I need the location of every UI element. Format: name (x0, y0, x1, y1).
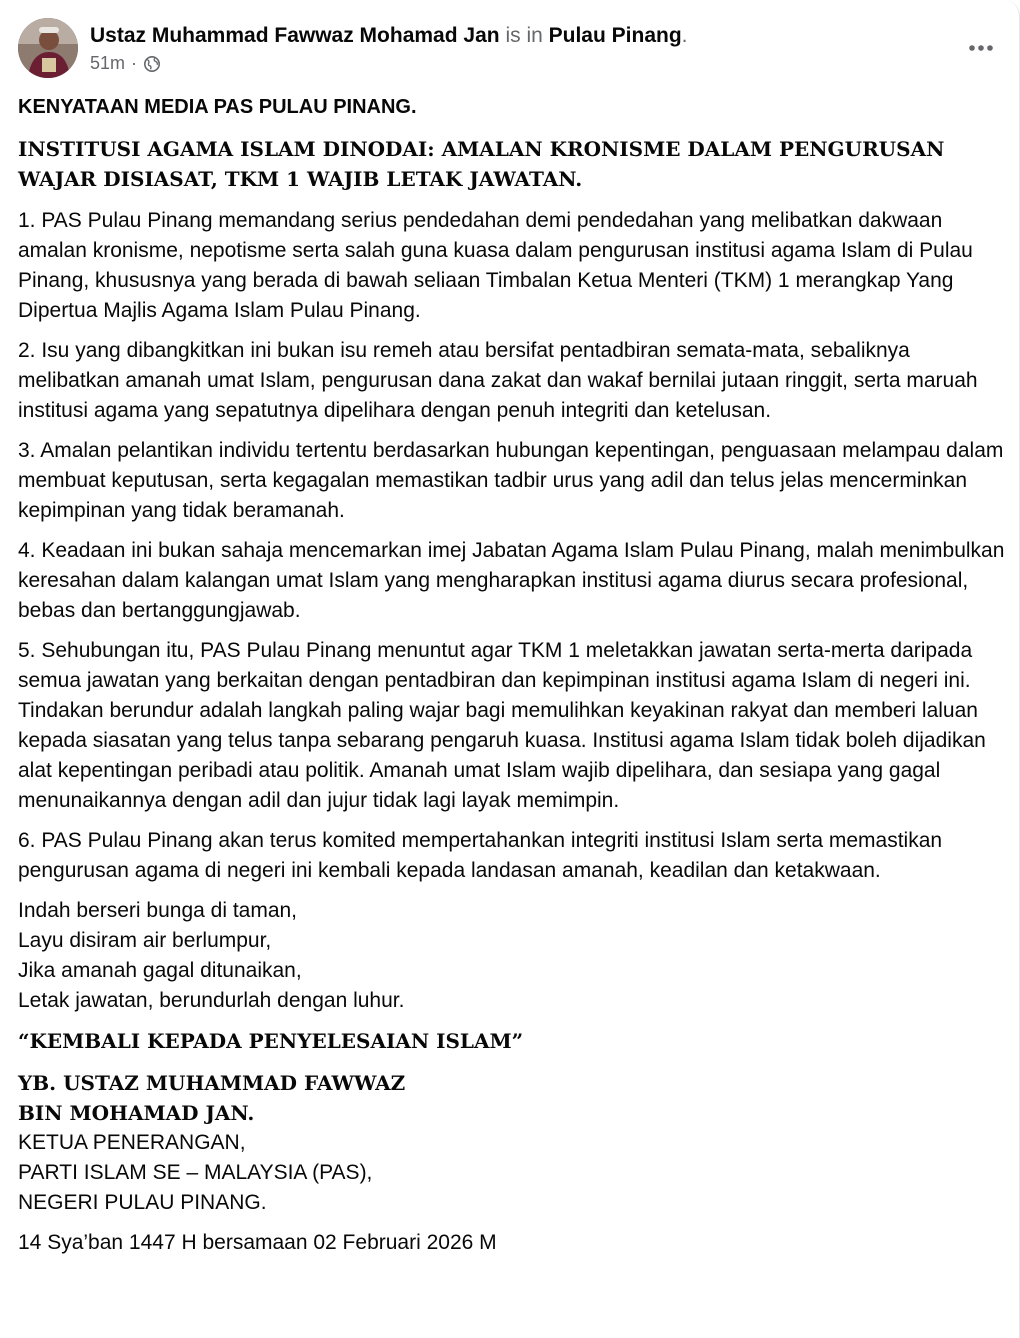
verse-line: Jika amanah gagal ditunaikan, (18, 959, 302, 982)
location-connector: is in (505, 24, 543, 47)
press-release-heading: KENYATAAN MEDIA PAS PULAU PINANG. (18, 96, 417, 118)
paragraph: 4. Keadaan ini bukan sahaja mencemarkan imej Jabatan Agama Islam Pulau Pinang, malah menimbulkan keresahan dalam kalangan umat Islam yang mengharapkan institusi agama diurus secara profesional, bebas dan bertanggungjawab. (18, 539, 1005, 622)
location-link[interactable]: Pulau Pinang (548, 24, 682, 47)
signatory-role: KETUA PENERANGAN, (18, 1131, 246, 1154)
post-timestamp[interactable]: 51m (90, 53, 126, 73)
verse-line: Layu disiram air berlumpur, (18, 929, 272, 952)
post-meta (90, 22, 688, 74)
paragraph: 3. Amalan pelantikan individu tertentu berdasarkan hubungan kepentingan, penguasaan melampau dalam membuat keputusan, serta kegagalan memastikan tadbir urus yang adil dan telus jelas mencerminkan kepimpinan yang tidak beramanah. (18, 439, 1004, 522)
signatory-state: NEGERI PULAU PINANG. (18, 1191, 267, 1214)
statement-title-line: INSTITUSI AGAMA ISLAM DINODAI: AMALAN KRONISME DALAM PENGURUSAN (18, 137, 945, 161)
paragraph: 2. Isu yang dibangkitkan ini bukan isu remeh atau bersifat pentadbiran semata-mata, sebaliknya melibatkan amanah umat Islam, pengurusan dana zakat dan wakaf bernilai jutaan ringgit, serta maruah institusi agama yang sepatutnya dipelihara dengan penuh integriti dan ketelusan. (18, 339, 978, 422)
avatar-image (18, 18, 78, 78)
post-header (18, 18, 1001, 82)
author-line (90, 22, 688, 50)
statement-title-line: WAJAR DISIASAT, TKM 1 WAJIB LETAK JAWATAN. (18, 167, 583, 191)
author-line-period: . (681, 24, 688, 47)
author-name[interactable]: Ustaz Muhammad Fawwaz Mohamad Jan (90, 24, 500, 47)
slogan: “KEMBALI KEPADA PENYELESAIAN ISLAM” (18, 1029, 524, 1053)
paragraph: 5. Sehubungan itu, PAS Pulau Pinang menuntut agar TKM 1 meletakkan jawatan serta-merta daripada semua jawatan yang berkaitan dengan pentadbiran dan kepimpinan institusi agama Islam di negeri ini. Tindakan berundur adalah langkah paling wajar bagi memulihkan keyakinan rakyat dan memberi laluan kepada siasatan yang telus tanpa sebarang pengaruh kuasa. Institusi agama Islam tidak boleh dijadikan alat kepentingan peribadi atau politik. Amanah umat Islam wajib dipelihara, dan sesiapa yang gagal menunaikannya dengan adil dan jujur tidak lagi layak memimpin. (18, 639, 986, 812)
signatory-name: BIN MOHAMAD JAN. (18, 1101, 255, 1125)
signatory-party: PARTI ISLAM SE – MALAYSIA (PAS), (18, 1161, 373, 1184)
globe-icon[interactable] (143, 55, 161, 73)
statement-date: 14 Sya’ban 1447 H bersamaan 02 Februari 2026 M (18, 1231, 497, 1254)
post-time-line (90, 53, 688, 74)
globe-icon-graphic (143, 55, 161, 73)
verse-line: Indah berseri bunga di taman, (18, 899, 298, 922)
avatar[interactable] (18, 18, 78, 78)
pantun-verse (18, 896, 1006, 1016)
more-options-icon (968, 44, 994, 52)
signature-block (18, 1068, 1006, 1218)
more-options-button[interactable] (963, 34, 999, 62)
paragraph: 1. PAS Pulau Pinang memandang serius pendedahan demi pendedahan yang melibatkan dakwaan amalan kronisme, nepotisme serta salah guna kuasa dalam pengurusan institusi agama Islam di Pulau Pinang, khususnya yang berada di bawah seliaan Timbalan Ketua Menteri (TKM) 1 merangkap Yang Dipertua Majlis Agama Islam Pulau Pinang. (18, 209, 973, 322)
timestamp-separator: · (131, 53, 138, 73)
paragraph: 6. PAS Pulau Pinang akan terus komited mempertahankan integriti institusi Islam serta memastikan pengurusan agama di negeri ini kembali kepada landasan amanah, keadilan dan ketakwaan. (18, 829, 943, 882)
signatory-name: YB. USTAZ MUHAMMAD FAWWAZ (18, 1071, 406, 1095)
post-body (18, 92, 1006, 1258)
verse-line: Letak jawatan, berundurlah dengan luhur. (18, 989, 405, 1012)
statement-title (18, 134, 1006, 194)
